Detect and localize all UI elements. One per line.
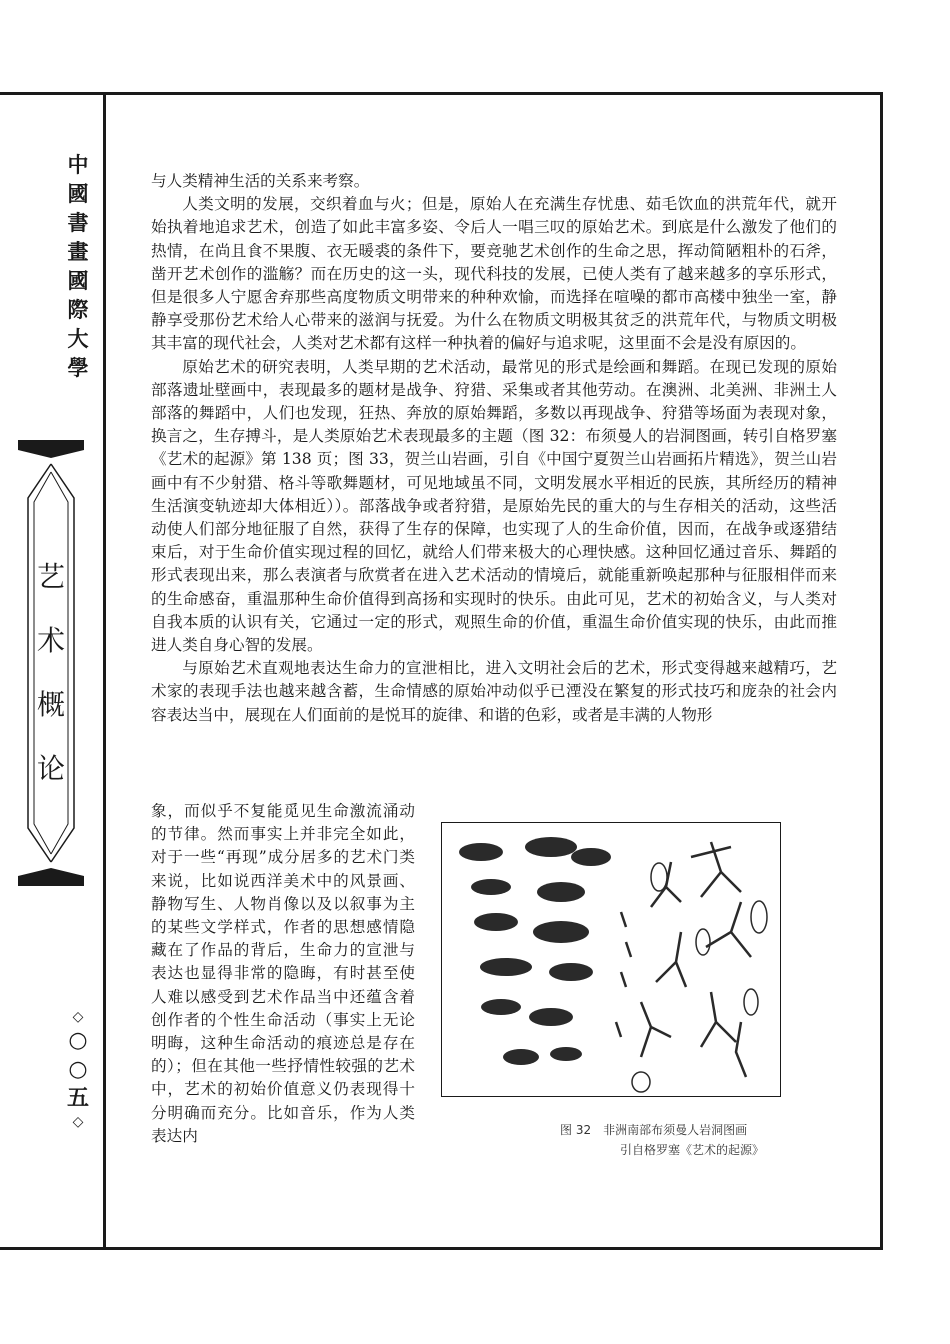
school-char: 中 [67,152,89,177]
book-title-char: 论 [36,752,65,785]
book-title-char: 概 [36,688,65,721]
book-title-panel [18,440,84,886]
page-number-char: ○ [68,1057,88,1082]
figure-caption [560,1120,764,1160]
book-title-char: 艺 [36,560,65,593]
page-number-char: 五 [66,1086,89,1111]
diamond-icon: ◇ [72,1114,84,1130]
paragraph: 原始艺术的研究表明，人类早期的艺术活动，最常见的形式是绘画和舞蹈。在现已发现的原始部落遗址壁画中，表现最多的题材是战争、狩猎、采集或者其他劳动。在澳洲、北美洲、非洲土人部落的舞蹈中，人们也发现，狂热、奔放的原始舞蹈，多数以再现战争、狩猎等场面为表现对象，换言之，生存搏斗，是人类原始艺术表现最多的主题（图 32：布须曼人的岩洞图画，转引自格罗塞《艺术的起源》第 138 页；图 33，贺兰山岩画，引自《中国宁夏贺兰山岩画拓片精选》，贺兰山岩画中有不少射猎、格斗等歌舞题材，可见地域虽不同，文明发展水平相近的民族，其所经历的精神生活演变轨迹却大体相近））。部落战争或者狩猎，是原始先民的重大的与生存相关的活动，这些活动使人们部分地征服了自然，获得了生存的保障，也实现了人的生命价值，因而，在战争或逐猎结束后，对于生命价值实现过程的回忆，就给人们带来极大的心理快感。这种回忆通过音乐、舞蹈的形式表现出来，那么表演者与欣赏者在进入艺术活动的情境后，就能重新唤起那种与征服相伴而来的生命感奋，重温那种生命价值得到高扬和实现时的快乐。由此可见，艺术的初始含义，与人类对自我本质的认识有关，它通过一定的形式，观照生命的价值，重温生命价值实现的快乐，由此而推进人类自身心智的发展。 [151,357,837,655]
diamond-icon: ◇ [72,1009,84,1025]
book-title-char: 术 [36,624,65,657]
page-number-vertical [60,1008,96,1131]
figure-caption-source: 引自格罗塞《艺术的起源》 [620,1143,765,1157]
body-text [151,170,837,727]
body-text-narrow-column [151,800,415,1148]
school-name-vertical [60,150,96,382]
ornament-bar-top [18,440,84,458]
paragraph: 与原始艺术直观地表达生命力的宣泄相比，进入文明社会后的艺术，形式变得越来越精巧，艺术家的表现手法也越来越含蓄，生命情感的原始冲动似乎已湮没在繁复的形式技巧和庞杂的社会内容表达当中，展现在人们面前的是悦耳的旋律、和谐的色彩，或者是丰满的人物形 [151,659,837,724]
ornament-bar-bottom [18,868,84,886]
book-title-vertical [30,545,72,801]
rock-painting-figure [441,822,781,1097]
paragraph: 与人类精神生活的关系来考察。 [151,172,370,190]
school-char: 際 [67,297,89,322]
school-char: 大 [67,326,89,351]
school-char: 學 [67,355,89,380]
paragraph-continued: 象，而似乎不复能觅见生命激流涌动的节律。然而事实上并非完全如此，对于一些“再现”成分居多的艺术门类来说，比如说西洋美术中的风景画、静物写生、人物肖像以及以叙事为主的某些文学样式，作者的思想感情隐藏在了作品的背后，生命力的宣泄与表达也显得非常的隐晦，有时甚至使人难以感受到艺术作品当中还蕴含着创作者的个性生命活动（事实上无论明晦，这种生命活动的痕迹总是存在的）；但在其他一些抒情性较强的艺术中，艺术的初始价值意义仍表现得十分明确而充分。比如音乐，作为人类表达内 [151,802,415,1145]
figure-caption-title: 图 32 非洲南部布须曼人岩洞图画 [560,1123,748,1137]
school-char: 書 [67,210,89,235]
school-char: 國 [67,268,89,293]
page-number-char: ○ [68,1028,88,1053]
paragraph: 人类文明的发展，交织着血与火；但是，原始人在充满生存忧患、茹毛饮血的洪荒年代，就开始执着地追求艺术，创造了如此丰富多姿、令后人一唱三叹的原始艺术。到底是什么激发了他们的热情，在尚且食不果腹、衣无暖裘的条件下，要竞驰艺术创作的生命之思，挥动简陋粗朴的石斧，凿开艺术创作的滥觞？而在历史的这一头，现代科技的发展，已使人类有了越来越多的享乐形式，但是很多人宁愿舍弃那些高度物质文明带来的种种欢愉，而选择在喧噪的都市高楼中独坐一室，静静享受那份艺术给人心带来的滋润与抚爱。为什么在物质文明极其贫乏的洪荒年代，与物质文明极其丰富的现代社会，人类对艺术都有这样一种执着的偏好与追求呢，这里面不会是没有原因的。 [151,195,837,353]
school-char: 國 [67,181,89,206]
school-char: 畫 [67,239,89,264]
